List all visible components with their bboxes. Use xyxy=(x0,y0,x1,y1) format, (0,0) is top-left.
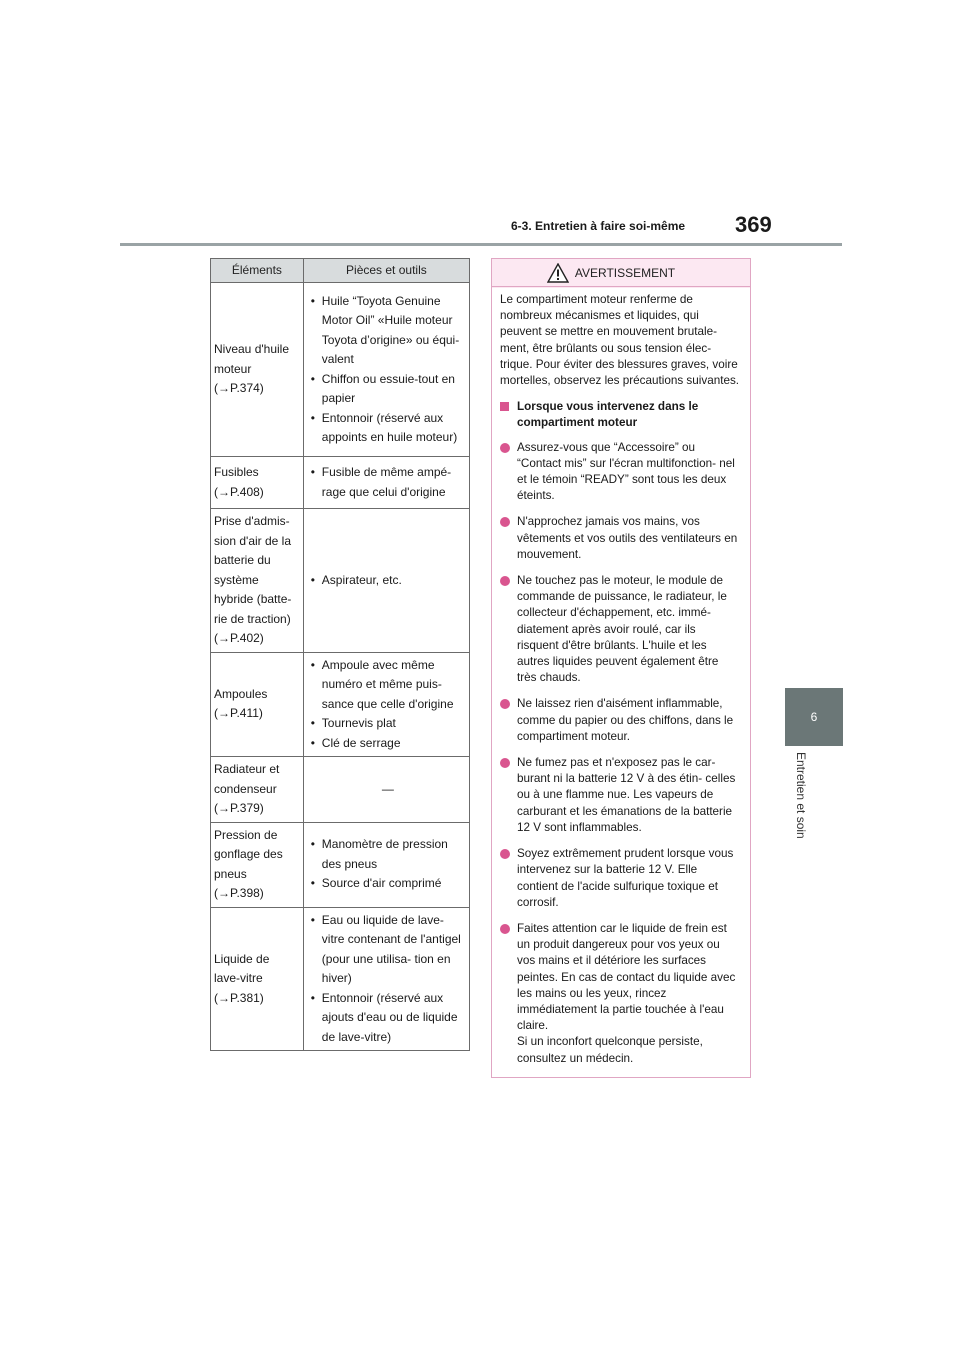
warning-item xyxy=(500,846,740,911)
element-cell xyxy=(211,652,304,757)
element-line: Ampoules xyxy=(214,686,268,701)
tool-item: • Huile “Toyota Genuine Motor Oil” «Huile moteur Toyota d’origine» ou équi- valent xyxy=(310,292,466,370)
page-reference: (→P.374) xyxy=(214,381,264,396)
element-cell xyxy=(211,907,304,1051)
circle-bullet-icon xyxy=(500,699,510,709)
element-cell xyxy=(211,509,304,653)
tools-cell xyxy=(303,822,469,907)
circle-bullet-icon xyxy=(500,443,510,453)
element-cell xyxy=(211,757,304,823)
page-reference: (→P.398) xyxy=(214,886,264,900)
element-line: sion d'air de la xyxy=(214,533,292,548)
page-number: 369 xyxy=(735,212,772,237)
element-cell xyxy=(211,457,304,509)
chapter-side-label xyxy=(794,752,808,912)
table-row xyxy=(211,757,470,823)
tool-item: • Ampoule avec même numéro et même puis- sance que celle d'origine xyxy=(310,656,466,715)
warning-item-text: Faites attention car le liquide de frein est un produit dangereux pour vos yeux ou vos mains et il détériore les surfaces peintes. En cas de contact du liquide avec les mains ou les yeux, rincez immédiatement la partie touchée à l'eau claire. Si un inconfort quelconque persiste, consultez un médecin. xyxy=(517,921,736,1065)
tools-cell xyxy=(303,757,469,823)
element-line: pneus xyxy=(214,866,247,881)
warning-title: AVERTISSEMENT xyxy=(574,265,676,280)
page-reference: (→P.381) xyxy=(214,990,264,1005)
tool-item: • Entonnoir (réservé aux ajouts d'eau ou de liquide de lave-vitre) xyxy=(310,989,466,1048)
warning-item xyxy=(500,696,740,745)
page-reference: (→P.411) xyxy=(214,706,263,721)
tool-item: • Entonnoir (réservé aux appoints en huile moteur) xyxy=(310,409,466,448)
column-header-elements: Éléments xyxy=(211,259,304,283)
tool-item: • Clé de serrage xyxy=(310,734,466,754)
tool-item: • Source d'air comprimé xyxy=(310,874,466,894)
element-line: Prise d'admis- xyxy=(214,514,290,528)
element-line: lave-vitre xyxy=(214,971,263,985)
chapter-number: 6 xyxy=(810,710,818,724)
tool-item: • Manomètre de pression des pneus xyxy=(310,835,466,874)
column-header-tools: Pièces et outils xyxy=(303,259,469,283)
warning-body xyxy=(492,288,750,1077)
tools-cell xyxy=(303,457,469,509)
element-cell xyxy=(211,822,304,907)
element-line: batterie du xyxy=(214,553,271,567)
tool-item: • Aspirateur, etc. xyxy=(310,571,466,591)
section-title: 6-3. Entretien à faire soi-même xyxy=(511,219,686,233)
circle-bullet-icon xyxy=(500,576,510,586)
tool-item: • Fusible de même ampé- rage que celui d'origine xyxy=(310,463,466,502)
warning-item xyxy=(500,921,740,1067)
warning-item-text: Soyez extrêmement prudent lorsque vous intervenez sur la batterie 12 V. Elle contient de l'acide sulfurique toxique et corrosif. xyxy=(517,847,734,909)
element-line: Pression de xyxy=(214,827,278,842)
warning-header xyxy=(492,259,750,287)
table-row xyxy=(211,509,470,653)
warning-item xyxy=(500,440,740,505)
warning-intro: Le compartiment moteur renferme de nombreux mécanismes et liquides, qui peuvent se mettre en mouvement brutale- ment, être brûlants ou sous tension élec- trique. Pour éviter des blessures graves, voire mortelles, observez les précautions suivantes. xyxy=(500,293,740,388)
warning-item-text: Ne laissez rien d'aisément inflammable, comme du papier ou des chiffons, dans le compartiment moteur. xyxy=(517,697,734,743)
page-reference: (→P.408) xyxy=(214,484,264,499)
page-reference: (→P.402) xyxy=(214,631,264,645)
element-line: Fusibles xyxy=(214,465,259,479)
tools-cell xyxy=(303,652,469,757)
square-bullet-icon xyxy=(500,402,509,411)
element-line: système xyxy=(214,572,259,587)
tool-item: • Eau ou liquide de lave-vitre contenant de l'antigel (pour une utilisa- tion en hiver) xyxy=(310,911,466,989)
element-line: Radiateur et xyxy=(214,762,280,776)
table-row xyxy=(211,907,470,1051)
page-reference: (→P.379) xyxy=(214,801,264,815)
header-divider xyxy=(120,243,842,246)
element-line: hybride (batte- xyxy=(214,592,292,606)
tool-item: • Tournevis plat xyxy=(310,714,466,734)
warning-item-text: Ne touchez pas le moteur, le module de commande de puissance, le radiateur, le collecteur d'échappement, etc. immé- diatement après avoir roulé, car ils risquent d'être brûlants. L'huile et les autres liquides peuvent également être très chauds. xyxy=(517,574,727,685)
warning-item xyxy=(500,755,740,836)
element-line: rie de traction) xyxy=(214,611,291,626)
warning-subheading-text: Lorsque vous intervenez dans le compartiment moteur xyxy=(517,400,699,430)
table-row xyxy=(211,283,470,457)
warning-triangle-icon xyxy=(547,263,569,283)
warning-item-text: Assurez-vous que “Accessoire” ou “Contact mis” sur l'écran multifonction- nel et le témoin “READY” sont tous les deux éteints. xyxy=(517,440,735,503)
circle-bullet-icon xyxy=(500,517,510,527)
tools-cell xyxy=(303,509,469,653)
table-header-row xyxy=(211,259,470,283)
tools-cell xyxy=(303,907,469,1051)
element-line: Niveau d'huile xyxy=(214,342,290,357)
element-line: Liquide de xyxy=(214,951,270,966)
chapter-label: Entretien et soin xyxy=(794,752,808,839)
empty-dash: — xyxy=(381,781,394,796)
warning-item xyxy=(500,514,740,563)
warning-subheading xyxy=(500,399,740,431)
table-row xyxy=(211,652,470,757)
circle-bullet-icon xyxy=(500,924,510,934)
tools-cell xyxy=(303,283,469,457)
table-row xyxy=(211,457,470,509)
circle-bullet-icon xyxy=(500,758,510,768)
element-line: condenseur xyxy=(214,781,277,796)
element-line: moteur xyxy=(214,361,252,376)
tool-item: • Chiffon ou essuie-tout en papier xyxy=(310,370,466,409)
warning-item-text: Ne fumez pas et n'exposez pas le car- burant ni la batterie 12 V à des étin- celles ou à une flamme nue. Les vapeurs de carburant et les émanations de la batterie 12 V sont inflammables. xyxy=(517,756,736,834)
element-line: gonflage des xyxy=(214,847,283,861)
element-cell xyxy=(211,283,304,457)
warning-box xyxy=(491,258,751,1078)
warning-item-text: N'approchez jamais vos mains, vos vêtements et vos outils des ventilateurs en mouvement. xyxy=(517,515,738,561)
chapter-tab[interactable] xyxy=(785,688,843,746)
circle-bullet-icon xyxy=(500,849,510,859)
warning-item xyxy=(500,573,740,686)
tools-table xyxy=(210,258,470,1051)
table-row xyxy=(211,822,470,907)
